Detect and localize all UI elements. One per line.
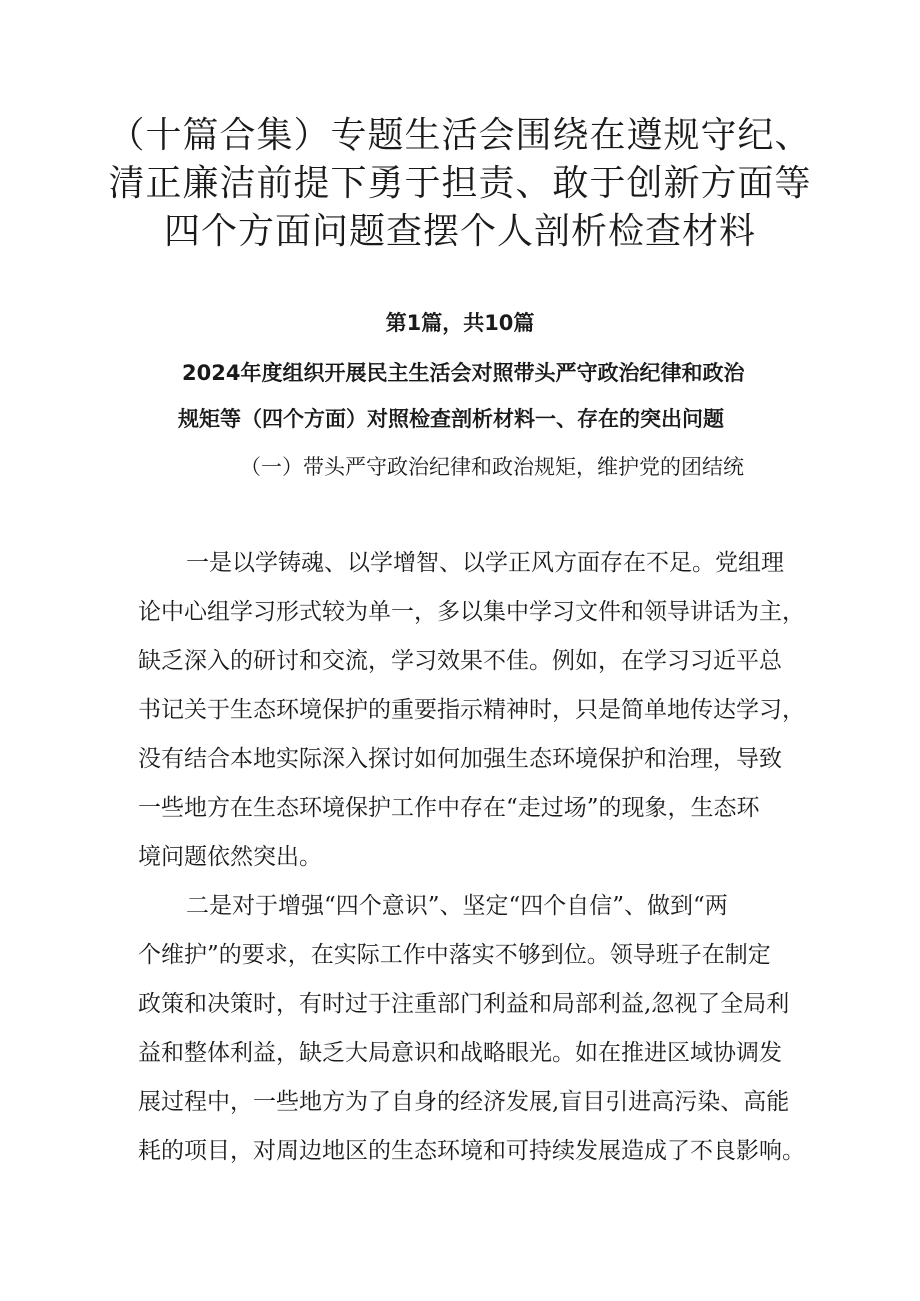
paragraph1-line: 没有结合本地实际深入探讨如何加强生态环境保护和治理，导致 [138, 746, 782, 772]
paragraph2-line: 展过程中，一些地方为了自身的经济发展,盲目引进高污染、高能 [138, 1089, 790, 1115]
subtitle-line: 2024年度组织开展民主生活会对照带头严守政治纪律和政治 [182, 361, 745, 385]
paragraph2-line: 二是对于增强“四个意识”、坚定“四个自信”、做到“两 [186, 893, 728, 919]
paragraph2-line: 个维护”的要求，在实际工作中落实不够到位。领导班子在制定 [138, 942, 771, 968]
part-heading: 第1篇，共10篇 [385, 311, 535, 335]
title-line: 四个方面问题查摆个人剖析检查材料 [163, 211, 756, 252]
paragraph2-line: 益和整体利益，缺乏大局意识和战略眼光。如在推进区域协调发 [138, 1040, 782, 1066]
paragraph1-line: 缺乏深入的研讨和交流，学习效果不佳。例如，在学习习近平总 [138, 648, 782, 674]
paragraph1-line: 境问题依然突出。 [138, 844, 322, 870]
document-title [80, 112, 840, 256]
paragraph1-line: 书记关于生态环境保护的重要指示精神时，只是简单地传达学习， [138, 697, 805, 723]
paragraph1-line: 一些地方在生态环境保护工作中存在“走过场”的现象，生态环 [138, 795, 760, 821]
subtitle-line: 规矩等（四个方面）对照检查剖析材料一、存在的突出问题 [178, 407, 724, 431]
title-line: 清正廉洁前提下勇于担责、敢于创新方面等 [108, 163, 812, 204]
paragraph2-line: 耗的项目，对周边地区的生态环境和可持续发展造成了不良影响。 [138, 1138, 805, 1164]
section-heading: （一）带头严守政治纪律和政治规矩，维护党的团结统 [240, 455, 744, 479]
paragraph1-line: 一是以学铸魂、以学增智、以学正风方面存在不足。党组理 [186, 550, 784, 576]
paragraph2-line: 政策和决策时，有时过于注重部门利益和局部利益,忽视了全局利 [138, 991, 790, 1017]
paragraph1-line: 论中心组学习形式较为单一，多以集中学习文件和领导讲话为主， [138, 599, 805, 625]
title-line: （十篇合集）专题生活会围绕在遵规守纪、 [108, 115, 812, 156]
